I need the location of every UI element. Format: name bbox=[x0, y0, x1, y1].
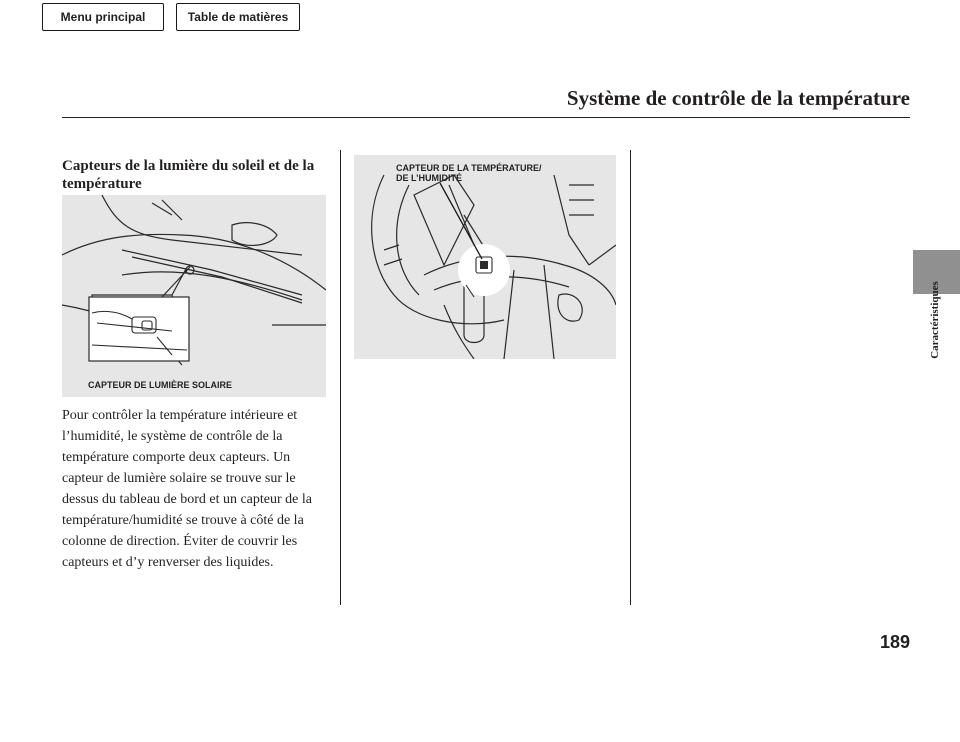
body-paragraph: Pour contrôler la température intérieure et l’humidité, le système de contrôle de la température comporte deux capteurs. Un capteur de lumière solaire se trouve sur le dessus du tableau de bord et un capteur de la température/humidité se trouve à côté de la colonne de direction. Éviter de couvrir les capteurs et d’y renverser des liquides. bbox=[62, 408, 312, 570]
page-title: Système de contrôle de la température bbox=[566, 86, 910, 110]
temperature-humidity-sensor-label-line1: CAPTEUR DE LA TEMPÉRATURE/ bbox=[396, 163, 542, 173]
temperature-humidity-sensor-label bbox=[396, 163, 542, 183]
sun-sensor-label: CAPTEUR DE LUMIÈRE SOLAIRE bbox=[88, 380, 233, 390]
main-menu-button[interactable]: Menu principal bbox=[42, 3, 164, 31]
column-divider-right bbox=[630, 150, 631, 605]
page-number: 189 bbox=[879, 632, 910, 652]
section-heading: Capteurs de la lumière du soleil et de la température bbox=[62, 158, 315, 192]
steering-column-drawing bbox=[354, 155, 616, 359]
chapter-tab-label: Caractéristiques bbox=[929, 281, 941, 359]
temperature-humidity-sensor-label-line2: DE L’HUMIDITÉ bbox=[396, 173, 463, 183]
dashboard-drawing bbox=[62, 195, 326, 397]
temperature-humidity-sensor-illustration bbox=[354, 155, 616, 359]
sun-sensor-illustration bbox=[62, 195, 326, 397]
table-of-contents-button[interactable]: Table de matières bbox=[176, 3, 300, 31]
column-divider-left bbox=[340, 150, 341, 605]
title-divider bbox=[62, 117, 910, 118]
